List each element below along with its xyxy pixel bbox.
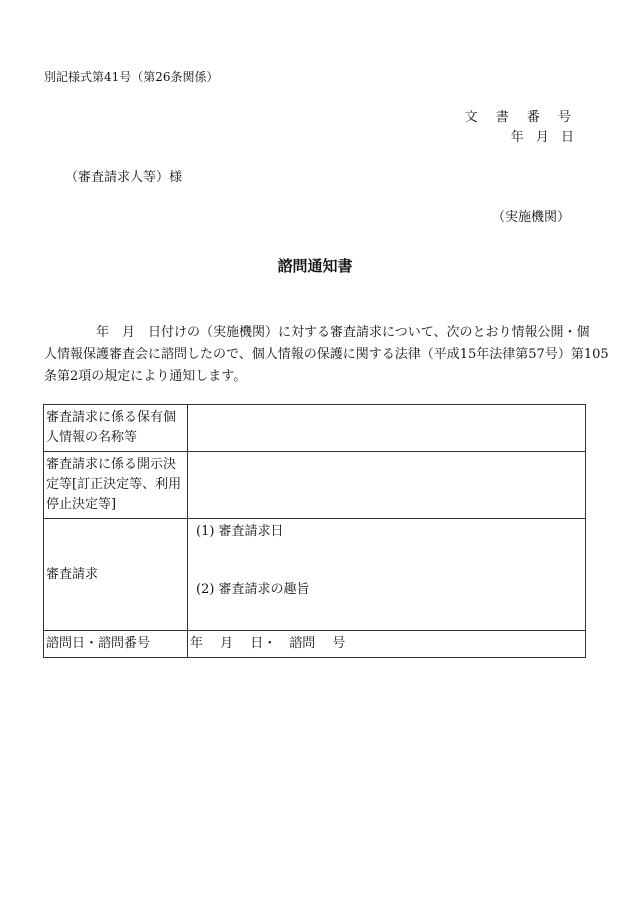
table-row — [44, 631, 586, 658]
review-request-date-item: (1) 審査請求日 — [196, 524, 284, 539]
table-row — [44, 519, 586, 631]
inquiry-date-number-value[interactable] — [188, 631, 586, 658]
disclosure-decision-label — [44, 452, 188, 519]
form-number-label: 別記様式第41号（第26条関係） — [44, 70, 219, 84]
disclosure-decision-value[interactable] — [188, 452, 586, 519]
body-line: 年 月 日付けの（実施機関）に対する審査請求について、次のとおり情報公開・個 — [96, 325, 590, 340]
spacer — [190, 542, 583, 580]
document-date: 年 月 日 — [510, 130, 578, 145]
implementing-institution: （実施機関） — [491, 210, 570, 225]
label-text: 諮問日・諮問番号 — [46, 636, 151, 651]
inquiry-details-table — [43, 404, 586, 658]
review-request-purpose-item: (2) 審査請求の趣旨 — [196, 582, 310, 597]
label-line: 審査請求に係る保有個 — [46, 410, 177, 425]
label-line: 人情報の名称等 — [46, 430, 138, 445]
document-number: 文 書 番 号 — [464, 110, 578, 125]
personal-info-name-value[interactable] — [188, 405, 586, 452]
notice-body — [44, 322, 609, 388]
review-request-label — [44, 519, 188, 631]
review-request-value[interactable] — [188, 519, 586, 631]
body-line: 人情報保護審査会に諮問したので、個人情報の保護に関する法律（平成15年法律第57号）第105 — [44, 347, 609, 362]
label-text: 審査請求 — [46, 566, 99, 582]
document-title: 諮問通知書 — [277, 257, 353, 275]
recipient-line: （審査請求人等）様 — [65, 170, 183, 185]
label-line: 定等[訂正決定等、利用 — [46, 477, 182, 492]
personal-info-name-label — [44, 405, 188, 452]
inquiry-date-number-label — [44, 631, 188, 658]
body-line: 条第2項の規定により通知します。 — [44, 369, 247, 384]
label-line: 審査請求に係る開示決 — [46, 457, 177, 472]
table-row — [44, 405, 586, 452]
label-line: 停止決定等] — [46, 497, 117, 512]
table-row — [44, 452, 586, 519]
value-text: 年 月 日・ 諮問 号 — [190, 636, 346, 651]
